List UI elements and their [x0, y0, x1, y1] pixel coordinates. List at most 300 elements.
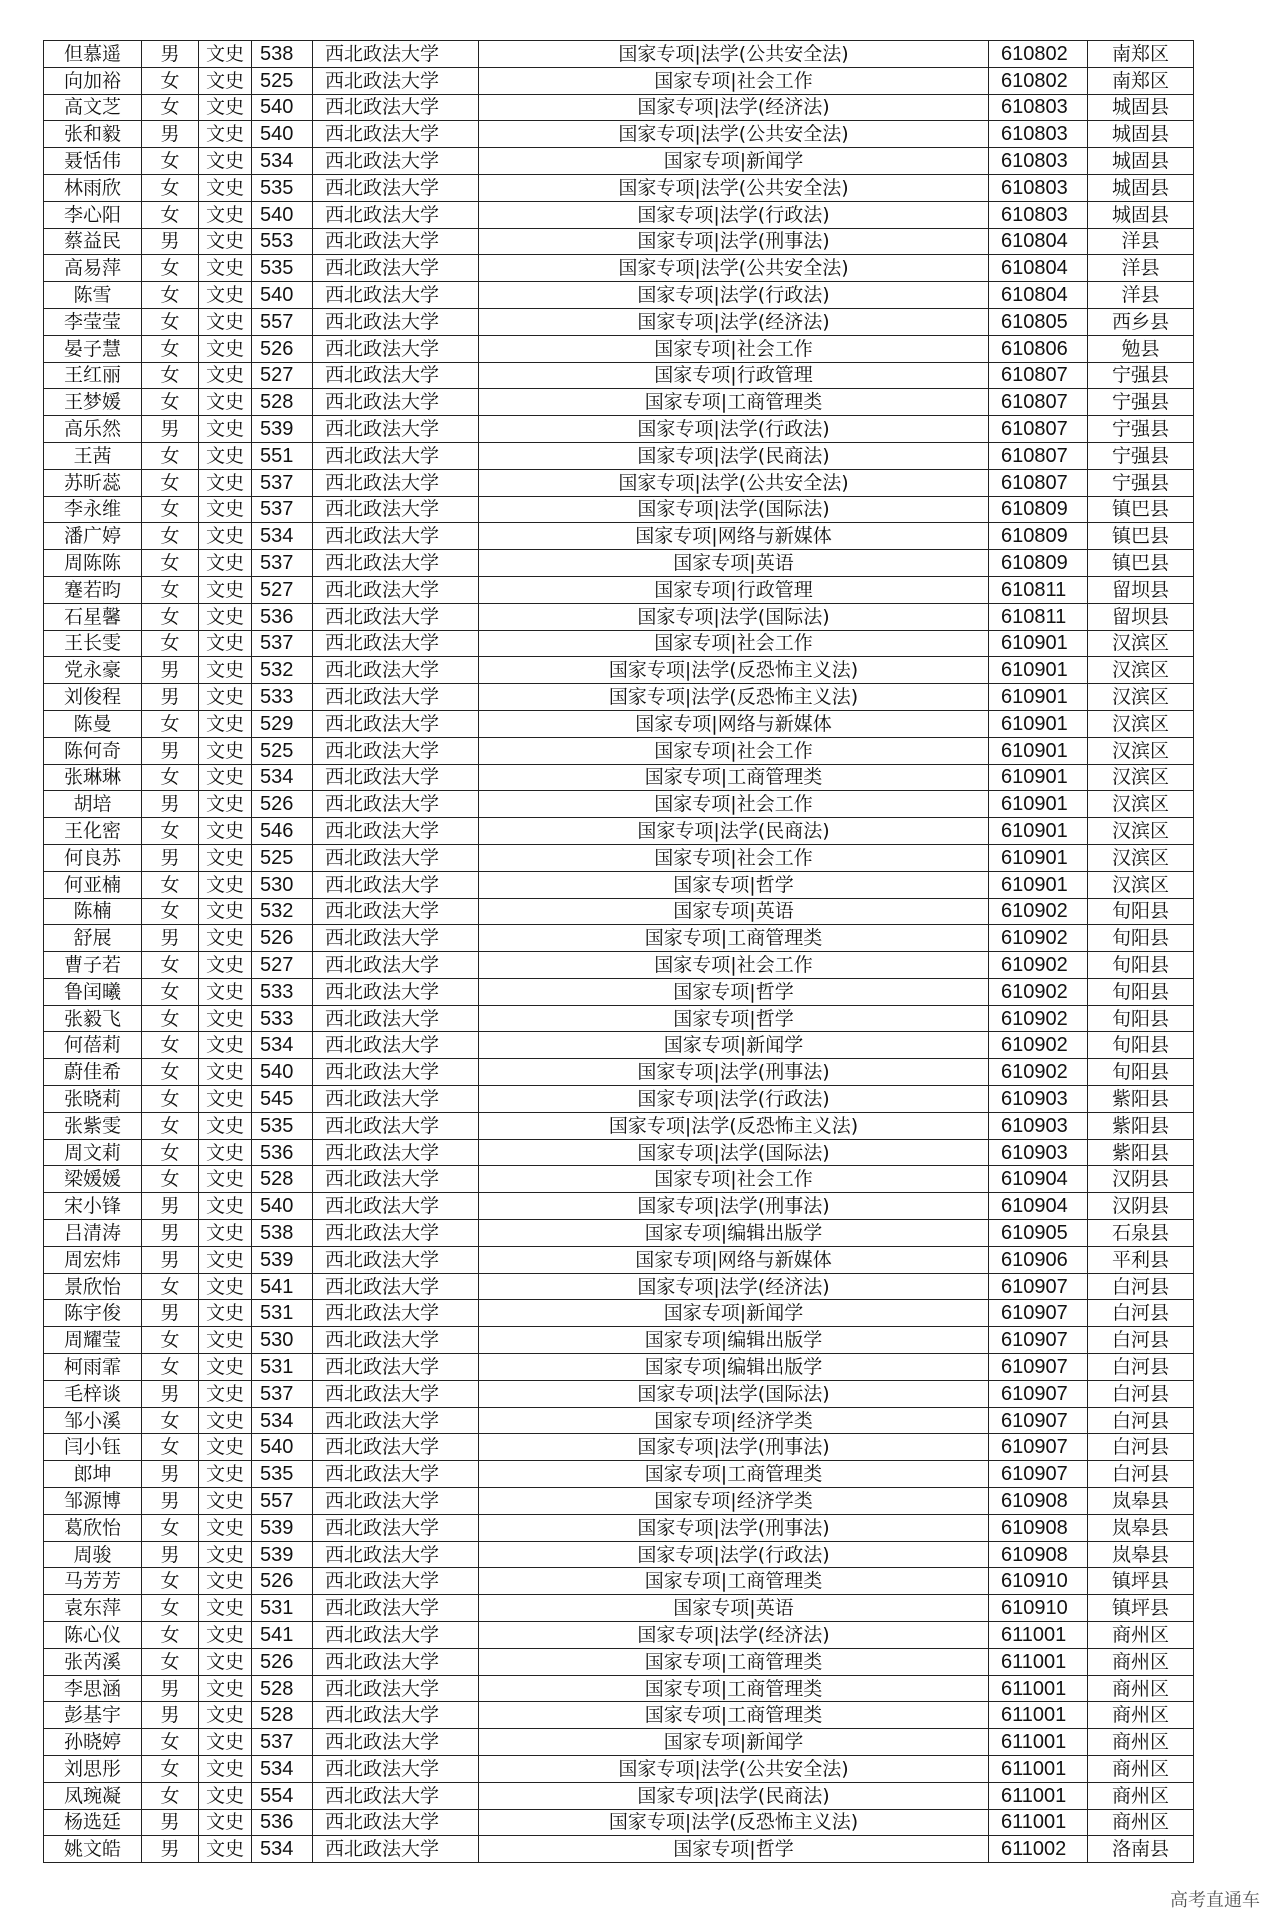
cell-code: 610807 [989, 416, 1088, 443]
table-row [44, 737, 1194, 764]
cell-major: 国家专项|英语 [479, 1595, 989, 1622]
cell-code: 610802 [989, 67, 1088, 94]
cell-score: 528 [252, 389, 313, 416]
cell-major: 国家专项|社会工作 [479, 630, 989, 657]
cell-code: 610907 [989, 1434, 1088, 1461]
cell-gender: 男 [142, 1541, 199, 1568]
cell-category: 文史 [199, 1246, 252, 1273]
cell-district: 汉滨区 [1088, 844, 1194, 871]
cell-code: 611001 [989, 1756, 1088, 1783]
cell-gender: 女 [142, 174, 199, 201]
cell-gender: 男 [142, 737, 199, 764]
cell-score: 540 [252, 94, 313, 121]
cell-school: 西北政法大学 [313, 121, 479, 148]
cell-district: 商州区 [1088, 1702, 1194, 1729]
cell-district: 旬阳县 [1088, 898, 1194, 925]
cell-category: 文史 [199, 1112, 252, 1139]
cell-gender: 男 [142, 1809, 199, 1836]
cell-code: 610811 [989, 576, 1088, 603]
cell-code: 610804 [989, 228, 1088, 255]
cell-name: 但慕遥 [44, 41, 142, 68]
table-row [44, 952, 1194, 979]
cell-gender: 女 [142, 308, 199, 335]
cell-score: 539 [252, 1246, 313, 1273]
cell-code: 610803 [989, 121, 1088, 148]
cell-name: 刘俊程 [44, 684, 142, 711]
cell-school: 西北政法大学 [313, 898, 479, 925]
table-row [44, 389, 1194, 416]
cell-major: 国家专项|编辑出版学 [479, 1327, 989, 1354]
cell-category: 文史 [199, 121, 252, 148]
cell-score: 535 [252, 255, 313, 282]
cell-major: 国家专项|法学(反恐怖主义法) [479, 1112, 989, 1139]
cell-code: 610904 [989, 1166, 1088, 1193]
cell-code: 610903 [989, 1112, 1088, 1139]
cell-major: 国家专项|英语 [479, 550, 989, 577]
cell-category: 文史 [199, 1273, 252, 1300]
cell-gender: 女 [142, 1756, 199, 1783]
cell-score: 536 [252, 603, 313, 630]
cell-category: 文史 [199, 416, 252, 443]
table-row [44, 764, 1194, 791]
cell-name: 凤琬凝 [44, 1782, 142, 1809]
table-row [44, 1729, 1194, 1756]
table-row [44, 94, 1194, 121]
cell-school: 西北政法大学 [313, 442, 479, 469]
cell-score: 530 [252, 1327, 313, 1354]
cell-score: 553 [252, 228, 313, 255]
cell-district: 岚皋县 [1088, 1541, 1194, 1568]
table-row [44, 1407, 1194, 1434]
cell-district: 商州区 [1088, 1648, 1194, 1675]
cell-district: 留坝县 [1088, 603, 1194, 630]
cell-score: 537 [252, 1729, 313, 1756]
cell-gender: 男 [142, 844, 199, 871]
cell-gender: 男 [142, 684, 199, 711]
cell-name: 葛欣怡 [44, 1514, 142, 1541]
cell-score: 527 [252, 362, 313, 389]
cell-school: 西北政法大学 [313, 630, 479, 657]
cell-name: 向加裕 [44, 67, 142, 94]
cell-score: 527 [252, 576, 313, 603]
cell-category: 文史 [199, 94, 252, 121]
cell-code: 610901 [989, 657, 1088, 684]
cell-score: 538 [252, 41, 313, 68]
cell-name: 张琳琳 [44, 764, 142, 791]
cell-district: 汉滨区 [1088, 657, 1194, 684]
cell-category: 文史 [199, 389, 252, 416]
cell-district: 商州区 [1088, 1622, 1194, 1649]
cell-name: 苏昕蕊 [44, 469, 142, 496]
cell-score: 526 [252, 791, 313, 818]
cell-name: 姚文皓 [44, 1836, 142, 1863]
cell-school: 西北政法大学 [313, 1756, 479, 1783]
cell-category: 文史 [199, 308, 252, 335]
cell-name: 李心阳 [44, 201, 142, 228]
cell-district: 白河县 [1088, 1407, 1194, 1434]
cell-gender: 男 [142, 41, 199, 68]
cell-category: 文史 [199, 201, 252, 228]
cell-school: 西北政法大学 [313, 469, 479, 496]
cell-score: 531 [252, 1595, 313, 1622]
cell-score: 535 [252, 1461, 313, 1488]
cell-major: 国家专项|新闻学 [479, 1300, 989, 1327]
table-row [44, 1139, 1194, 1166]
cell-district: 商州区 [1088, 1675, 1194, 1702]
cell-district: 洋县 [1088, 228, 1194, 255]
cell-name: 王茜 [44, 442, 142, 469]
cell-gender: 女 [142, 496, 199, 523]
cell-district: 城固县 [1088, 201, 1194, 228]
cell-gender: 女 [142, 898, 199, 925]
cell-gender: 女 [142, 603, 199, 630]
cell-code: 610803 [989, 148, 1088, 175]
cell-school: 西北政法大学 [313, 1648, 479, 1675]
cell-name: 张晓莉 [44, 1086, 142, 1113]
cell-code: 611001 [989, 1729, 1088, 1756]
cell-school: 西北政法大学 [313, 764, 479, 791]
cell-name: 高乐然 [44, 416, 142, 443]
cell-gender: 男 [142, 1675, 199, 1702]
cell-name: 闫小钰 [44, 1434, 142, 1461]
cell-gender: 女 [142, 1434, 199, 1461]
cell-school: 西北政法大学 [313, 710, 479, 737]
cell-major: 国家专项|法学(刑事法) [479, 1434, 989, 1461]
cell-score: 540 [252, 1434, 313, 1461]
cell-code: 610809 [989, 496, 1088, 523]
table-row [44, 308, 1194, 335]
cell-category: 文史 [199, 576, 252, 603]
cell-major: 国家专项|社会工作 [479, 67, 989, 94]
cell-name: 邹小溪 [44, 1407, 142, 1434]
cell-category: 文史 [199, 1005, 252, 1032]
cell-gender: 女 [142, 67, 199, 94]
cell-code: 610902 [989, 978, 1088, 1005]
cell-school: 西北政法大学 [313, 1380, 479, 1407]
cell-name: 何良苏 [44, 844, 142, 871]
cell-name: 李永维 [44, 496, 142, 523]
cell-score: 534 [252, 1836, 313, 1863]
cell-score: 538 [252, 1220, 313, 1247]
cell-school: 西北政法大学 [313, 174, 479, 201]
cell-school: 西北政法大学 [313, 308, 479, 335]
cell-name: 王长雯 [44, 630, 142, 657]
cell-score: 532 [252, 657, 313, 684]
cell-score: 535 [252, 1112, 313, 1139]
cell-category: 文史 [199, 282, 252, 309]
cell-major: 国家专项|经济学类 [479, 1407, 989, 1434]
cell-name: 袁东萍 [44, 1595, 142, 1622]
cell-code: 610901 [989, 871, 1088, 898]
cell-major: 国家专项|工商管理类 [479, 1461, 989, 1488]
cell-major: 国家专项|社会工作 [479, 791, 989, 818]
cell-code: 610811 [989, 603, 1088, 630]
cell-name: 张毅飞 [44, 1005, 142, 1032]
cell-score: 531 [252, 1300, 313, 1327]
cell-code: 610902 [989, 1059, 1088, 1086]
cell-gender: 女 [142, 442, 199, 469]
table-row [44, 684, 1194, 711]
table-row [44, 228, 1194, 255]
cell-score: 554 [252, 1782, 313, 1809]
cell-major: 国家专项|法学(公共安全法) [479, 255, 989, 282]
cell-code: 610908 [989, 1514, 1088, 1541]
cell-major: 国家专项|法学(经济法) [479, 1273, 989, 1300]
cell-gender: 男 [142, 1488, 199, 1515]
table-row [44, 1193, 1194, 1220]
table-row [44, 362, 1194, 389]
cell-gender: 男 [142, 925, 199, 952]
cell-category: 文史 [199, 603, 252, 630]
cell-school: 西北政法大学 [313, 1702, 479, 1729]
cell-gender: 女 [142, 1086, 199, 1113]
cell-major: 国家专项|新闻学 [479, 1032, 989, 1059]
cell-code: 611001 [989, 1782, 1088, 1809]
cell-school: 西北政法大学 [313, 952, 479, 979]
cell-name: 陈何奇 [44, 737, 142, 764]
cell-major: 国家专项|法学(国际法) [479, 603, 989, 630]
cell-district: 白河县 [1088, 1300, 1194, 1327]
cell-district: 岚皋县 [1088, 1488, 1194, 1515]
cell-major: 国家专项|哲学 [479, 871, 989, 898]
cell-major: 国家专项|英语 [479, 898, 989, 925]
cell-code: 610804 [989, 255, 1088, 282]
cell-code: 611001 [989, 1809, 1088, 1836]
cell-category: 文史 [199, 871, 252, 898]
table-row [44, 1354, 1194, 1381]
cell-major: 国家专项|法学(刑事法) [479, 1059, 989, 1086]
cell-name: 马芳芳 [44, 1568, 142, 1595]
cell-score: 526 [252, 1568, 313, 1595]
cell-code: 610901 [989, 818, 1088, 845]
cell-category: 文史 [199, 41, 252, 68]
table-row [44, 282, 1194, 309]
cell-category: 文史 [199, 791, 252, 818]
cell-code: 610901 [989, 710, 1088, 737]
cell-category: 文史 [199, 67, 252, 94]
cell-code: 610901 [989, 791, 1088, 818]
cell-school: 西北政法大学 [313, 255, 479, 282]
cell-code: 610907 [989, 1407, 1088, 1434]
cell-district: 汉滨区 [1088, 710, 1194, 737]
cell-gender: 女 [142, 1354, 199, 1381]
cell-school: 西北政法大学 [313, 1836, 479, 1863]
cell-district: 商州区 [1088, 1809, 1194, 1836]
cell-gender: 男 [142, 416, 199, 443]
cell-name: 蔚佳希 [44, 1059, 142, 1086]
cell-category: 文史 [199, 657, 252, 684]
cell-category: 文史 [199, 684, 252, 711]
cell-gender: 女 [142, 523, 199, 550]
cell-major: 国家专项|新闻学 [479, 148, 989, 175]
cell-score: 541 [252, 1273, 313, 1300]
cell-gender: 女 [142, 1648, 199, 1675]
cell-category: 文史 [199, 1836, 252, 1863]
cell-score: 534 [252, 1032, 313, 1059]
cell-school: 西北政法大学 [313, 335, 479, 362]
cell-category: 文史 [199, 710, 252, 737]
cell-major: 国家专项|法学(公共安全法) [479, 41, 989, 68]
cell-district: 汉滨区 [1088, 630, 1194, 657]
cell-category: 文史 [199, 1648, 252, 1675]
table-row [44, 1112, 1194, 1139]
cell-district: 宁强县 [1088, 416, 1194, 443]
cell-code: 610807 [989, 442, 1088, 469]
cell-district: 岚皋县 [1088, 1514, 1194, 1541]
cell-category: 文史 [199, 1220, 252, 1247]
cell-gender: 女 [142, 148, 199, 175]
cell-major: 国家专项|法学(刑事法) [479, 1193, 989, 1220]
cell-major: 国家专项|法学(经济法) [479, 308, 989, 335]
cell-score: 540 [252, 1193, 313, 1220]
cell-category: 文史 [199, 1568, 252, 1595]
table-row [44, 1514, 1194, 1541]
table-row [44, 1005, 1194, 1032]
cell-school: 西北政法大学 [313, 282, 479, 309]
cell-major: 国家专项|编辑出版学 [479, 1354, 989, 1381]
cell-gender: 女 [142, 255, 199, 282]
cell-score: 525 [252, 737, 313, 764]
cell-category: 文史 [199, 1380, 252, 1407]
cell-name: 杨选廷 [44, 1809, 142, 1836]
cell-gender: 女 [142, 1166, 199, 1193]
cell-name: 鲁闰曦 [44, 978, 142, 1005]
cell-district: 白河县 [1088, 1461, 1194, 1488]
cell-district: 旬阳县 [1088, 952, 1194, 979]
cell-district: 城固县 [1088, 94, 1194, 121]
cell-school: 西北政法大学 [313, 1488, 479, 1515]
cell-code: 610907 [989, 1380, 1088, 1407]
cell-school: 西北政法大学 [313, 1139, 479, 1166]
cell-district: 旬阳县 [1088, 1059, 1194, 1086]
cell-name: 景欣怡 [44, 1273, 142, 1300]
cell-school: 西北政法大学 [313, 416, 479, 443]
cell-major: 国家专项|法学(国际法) [479, 1380, 989, 1407]
cell-district: 镇巴县 [1088, 550, 1194, 577]
cell-name: 梁媛媛 [44, 1166, 142, 1193]
cell-code: 610802 [989, 41, 1088, 68]
cell-district: 商州区 [1088, 1729, 1194, 1756]
cell-gender: 女 [142, 818, 199, 845]
cell-major: 国家专项|社会工作 [479, 335, 989, 362]
cell-category: 文史 [199, 550, 252, 577]
table-row [44, 576, 1194, 603]
cell-score: 531 [252, 1354, 313, 1381]
cell-major: 国家专项|法学(公共安全法) [479, 121, 989, 148]
cell-major: 国家专项|编辑出版学 [479, 1220, 989, 1247]
cell-score: 551 [252, 442, 313, 469]
cell-district: 白河县 [1088, 1354, 1194, 1381]
cell-gender: 女 [142, 1327, 199, 1354]
cell-name: 彭基宇 [44, 1702, 142, 1729]
cell-category: 文史 [199, 952, 252, 979]
cell-name: 何蓓莉 [44, 1032, 142, 1059]
watermark-text: 高考直通车 [1170, 1890, 1260, 1911]
cell-school: 西北政法大学 [313, 978, 479, 1005]
table-row [44, 657, 1194, 684]
cell-school: 西北政法大学 [313, 1032, 479, 1059]
cell-name: 张和毅 [44, 121, 142, 148]
cell-gender: 女 [142, 1139, 199, 1166]
cell-score: 545 [252, 1086, 313, 1113]
table-row [44, 201, 1194, 228]
cell-code: 610904 [989, 1193, 1088, 1220]
cell-code: 610905 [989, 1220, 1088, 1247]
cell-school: 西北政法大学 [313, 496, 479, 523]
cell-gender: 男 [142, 1300, 199, 1327]
cell-school: 西北政法大学 [313, 389, 479, 416]
cell-school: 西北政法大学 [313, 1220, 479, 1247]
cell-category: 文史 [199, 1166, 252, 1193]
cell-score: 534 [252, 764, 313, 791]
cell-code: 610809 [989, 550, 1088, 577]
cell-category: 文史 [199, 1595, 252, 1622]
cell-category: 文史 [199, 1622, 252, 1649]
cell-category: 文史 [199, 1702, 252, 1729]
cell-major: 国家专项|法学(反恐怖主义法) [479, 657, 989, 684]
cell-gender: 男 [142, 1702, 199, 1729]
cell-code: 610906 [989, 1246, 1088, 1273]
cell-district: 镇巴县 [1088, 496, 1194, 523]
cell-major: 国家专项|哲学 [479, 1836, 989, 1863]
cell-name: 陈雪 [44, 282, 142, 309]
cell-name: 李莹莹 [44, 308, 142, 335]
cell-district: 宁强县 [1088, 442, 1194, 469]
cell-score: 527 [252, 952, 313, 979]
cell-major: 国家专项|工商管理类 [479, 389, 989, 416]
cell-school: 西北政法大学 [313, 1166, 479, 1193]
cell-district: 宁强县 [1088, 362, 1194, 389]
cell-score: 534 [252, 1756, 313, 1783]
cell-school: 西北政法大学 [313, 1675, 479, 1702]
cell-school: 西北政法大学 [313, 1300, 479, 1327]
cell-district: 宁强县 [1088, 469, 1194, 496]
cell-major: 国家专项|法学(国际法) [479, 1139, 989, 1166]
cell-gender: 女 [142, 1595, 199, 1622]
cell-district: 镇坪县 [1088, 1595, 1194, 1622]
cell-score: 535 [252, 174, 313, 201]
cell-score: 540 [252, 201, 313, 228]
cell-gender: 女 [142, 952, 199, 979]
cell-name: 石星馨 [44, 603, 142, 630]
cell-score: 529 [252, 710, 313, 737]
cell-category: 文史 [199, 630, 252, 657]
cell-category: 文史 [199, 1541, 252, 1568]
table-row [44, 523, 1194, 550]
table-row [44, 335, 1194, 362]
cell-major: 国家专项|法学(行政法) [479, 282, 989, 309]
cell-category: 文史 [199, 1675, 252, 1702]
cell-code: 611001 [989, 1675, 1088, 1702]
cell-name: 周陈陈 [44, 550, 142, 577]
cell-code: 611001 [989, 1622, 1088, 1649]
cell-code: 610903 [989, 1139, 1088, 1166]
cell-score: 525 [252, 67, 313, 94]
cell-name: 宋小锋 [44, 1193, 142, 1220]
cell-category: 文史 [199, 1059, 252, 1086]
cell-school: 西北政法大学 [313, 1809, 479, 1836]
cell-category: 文史 [199, 255, 252, 282]
cell-name: 晏子慧 [44, 335, 142, 362]
cell-name: 舒展 [44, 925, 142, 952]
cell-school: 西北政法大学 [313, 818, 479, 845]
cell-score: 534 [252, 523, 313, 550]
cell-gender: 女 [142, 1005, 199, 1032]
cell-score: 539 [252, 1514, 313, 1541]
cell-category: 文史 [199, 442, 252, 469]
table-row [44, 1461, 1194, 1488]
cell-name: 孙晓婷 [44, 1729, 142, 1756]
